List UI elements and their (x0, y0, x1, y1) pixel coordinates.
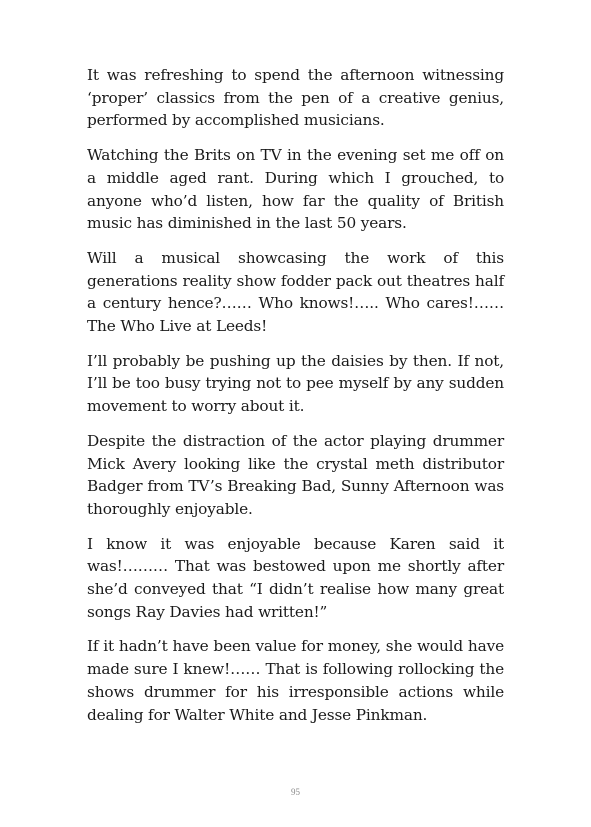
paragraph: If it hadn’t have been value for money, she would have made sure I knew!…… That is following rollocking the shows drummer for his irresponsible actions while dealing for Walter White and Jesse Pinkman. (87, 637, 504, 724)
paragraph: Will a musical showcasing the work of this generations reality show fodder pack out theatres half a century hence?…… Who knows!….. Who cares!…… The Who Live at Leeds! (87, 248, 504, 336)
paragraph: It was refreshing to spend the afternoon witnessing ‘proper’ classics from the pen of a creative genius, performed by accomplished musicians. (87, 66, 504, 130)
body-text (87, 64, 504, 738)
paragraph: I know it was enjoyable because Karen said it was!……… That was bestowed upon me shortly after she’d conveyed that “I didn’t realise how many great songs Ray Davies had written!” (87, 534, 504, 621)
paragraph: Despite the distraction of the actor playing drummer Mick Avery looking like the crystal meth distributor Badger from TV’s Breaking Bad, Sunny Afternoon was thoroughly enjoyable. (87, 431, 504, 518)
paragraph: Watching the Brits on TV in the evening set me off on a middle aged rant. During which I grouched, to anyone who’d listen, how far the quality of British music has diminished in the last 50 years. (87, 146, 504, 233)
page-number: 95 (291, 787, 300, 797)
paragraph: I’ll probably be pushing up the daisies by then. If not, I’ll be too busy trying not to pee myself by any sudden movement to worry about it. (87, 351, 504, 416)
